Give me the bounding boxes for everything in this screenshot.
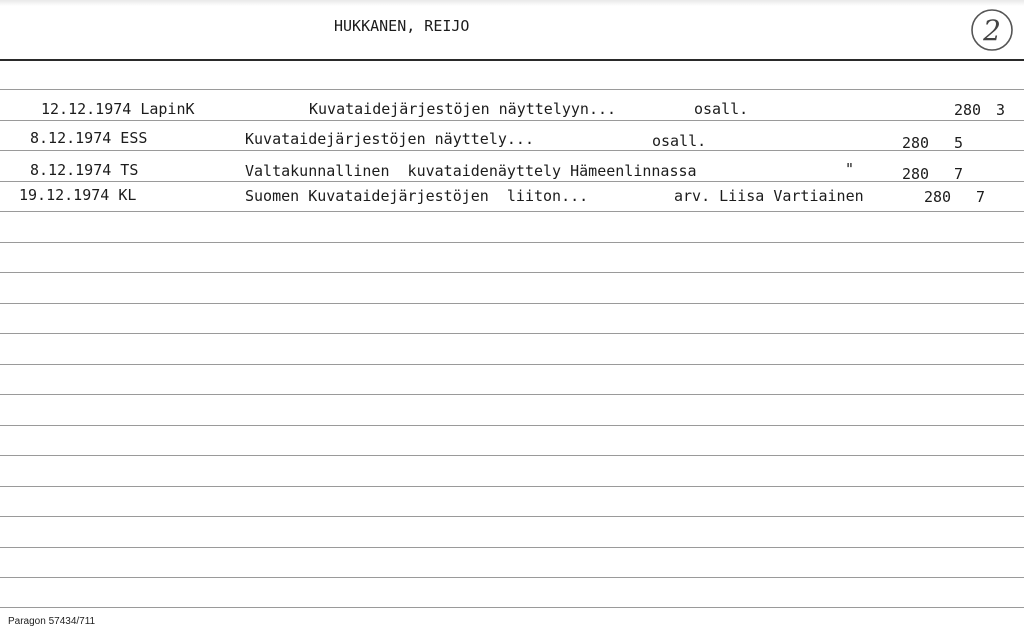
entry-ref-number: 280	[954, 101, 982, 119]
ruled-line	[0, 150, 1024, 151]
ruled-line	[0, 455, 1024, 456]
entry-ref-number: 280	[924, 188, 952, 206]
entry-title: Suomen Kuvataidejärjestöjen liiton...	[245, 187, 589, 205]
entry-date-org: 19.12.1974 KL	[19, 186, 137, 204]
entry-ref-sub: 3	[996, 101, 1006, 119]
ruled-line	[0, 547, 1024, 548]
card-title-name: HUKKANEN, REIJO	[334, 17, 470, 35]
entry-ref-sub: 5	[954, 134, 964, 152]
entry-role: "	[845, 160, 855, 178]
ruled-line	[0, 120, 1024, 121]
entry-ref-number: 280	[902, 134, 930, 152]
ruled-line	[0, 303, 1024, 304]
ruled-line	[0, 181, 1024, 182]
stamp-number: 2	[983, 14, 1001, 47]
ruled-line	[0, 333, 1024, 334]
entry-role: arv. Liisa Vartiainen	[674, 187, 864, 205]
entry-title: Valtakunnallinen kuvataidenäyttely Hämeenlinnassa	[245, 162, 697, 180]
card-top-edge	[0, 0, 1024, 6]
ruled-line	[0, 364, 1024, 365]
ruled-line	[0, 486, 1024, 487]
entry-title: Kuvataidejärjestöjen näyttelyyn...	[309, 100, 617, 118]
ruled-line	[0, 516, 1024, 517]
entry-ref-sub: 7	[976, 188, 986, 206]
entry-role: osall.	[694, 100, 749, 118]
ruled-line	[0, 272, 1024, 273]
ruled-line	[0, 89, 1024, 90]
entry-date-org: 8.12.1974 TS	[30, 161, 139, 179]
ruled-line	[0, 394, 1024, 395]
entry-ref-sub: 7	[954, 165, 964, 183]
entry-ref-number: 280	[902, 165, 930, 183]
card-footer-print: Paragon 57434/711	[8, 616, 96, 627]
entry-role: osall.	[652, 132, 707, 150]
ruled-line	[0, 577, 1024, 578]
ruled-line	[0, 607, 1024, 608]
ruled-line	[0, 242, 1024, 243]
ruled-line	[0, 211, 1024, 212]
circled-number-stamp	[968, 6, 1016, 54]
entry-title: Kuvataidejärjestöjen näyttely...	[245, 130, 534, 148]
ruled-line	[0, 425, 1024, 426]
entry-date-org: 8.12.1974 ESS	[30, 129, 148, 147]
entry-date-org: 12.12.1974 LapinK	[41, 100, 195, 118]
header-divider	[0, 59, 1024, 61]
